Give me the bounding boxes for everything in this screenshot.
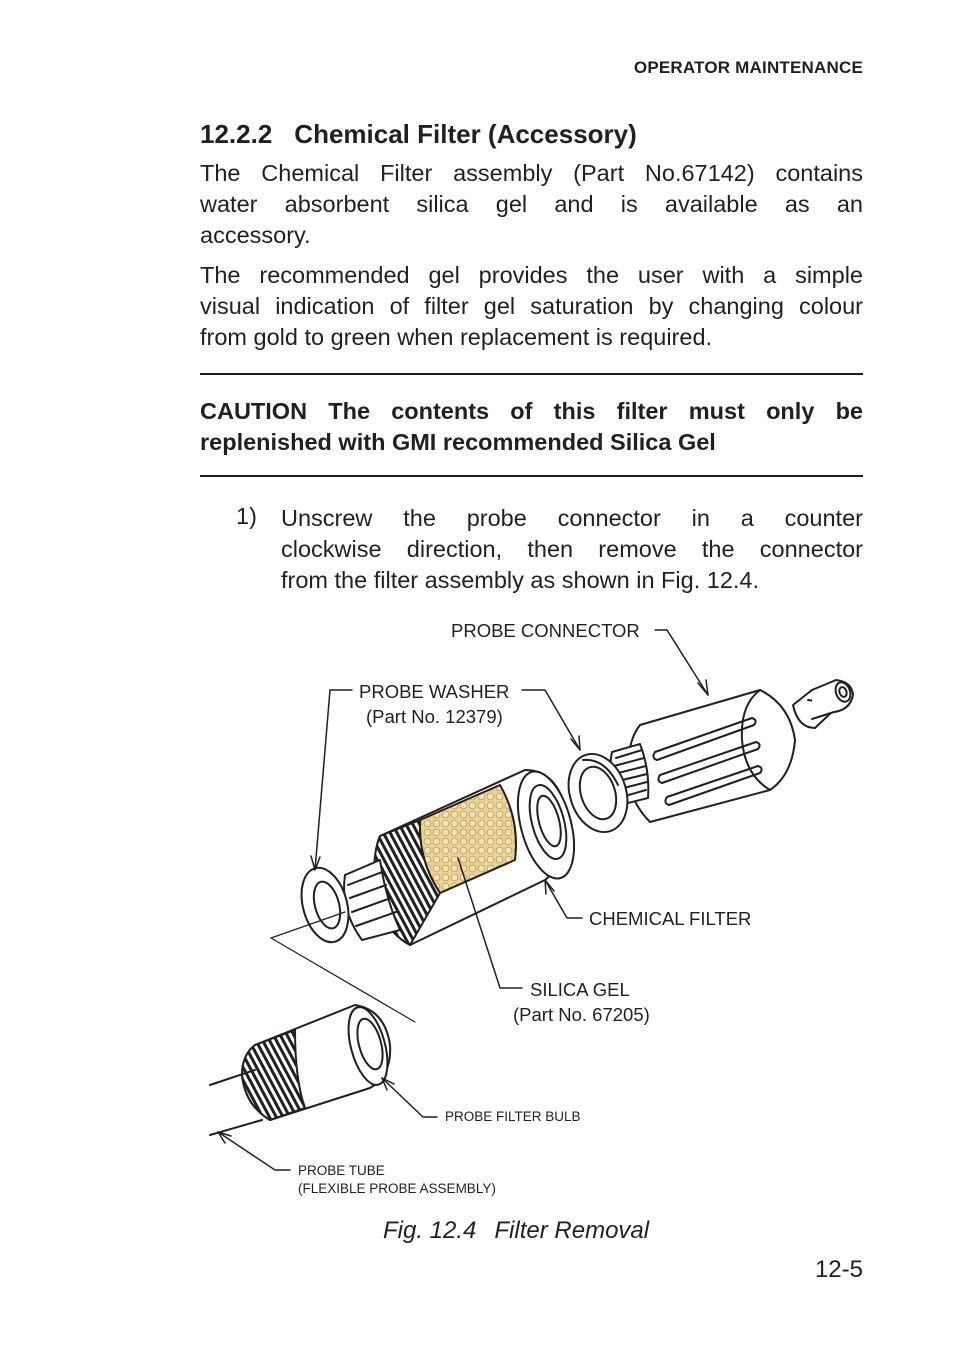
label-probe-washer: PROBE WASHER [359, 681, 510, 702]
caution-line: replenished with GMI recommended Silica Gel [200, 429, 716, 455]
probe-filter-bulb-part [210, 1003, 395, 1135]
label-chemical-filter: CHEMICAL FILTER [589, 908, 752, 929]
page-number: 12-5 [814, 1256, 863, 1283]
label-probe-tube: PROBE TUBE [298, 1163, 385, 1178]
section-number: 12.2.2 [200, 119, 273, 149]
paragraph-line: accessory. [200, 222, 311, 248]
label-silica-gel: SILICA GEL [530, 979, 630, 1000]
probe-connector-part [610, 680, 853, 822]
label-probe-filter-bulb: PROBE FILTER BULB [445, 1109, 581, 1124]
step-line: clockwise direction, then remove the connector [281, 536, 863, 562]
label-probe-connector: PROBE CONNECTOR [451, 620, 640, 641]
chemical-filter-part [344, 765, 584, 945]
label-probe-washer-part: (Part No. 12379) [366, 706, 503, 727]
step-number: 1) [236, 503, 257, 529]
paragraph-line: The Chemical Filter assembly (Part No.67142) contains [200, 160, 863, 186]
step-line: Unscrew the probe connector in a counter [281, 505, 863, 531]
paragraph-line: The recommended gel provides the user with a simple [200, 262, 863, 288]
section-title: Chemical Filter (Accessory) [294, 119, 637, 149]
label-probe-tube-sub: (FLEXIBLE PROBE ASSEMBLY) [298, 1181, 496, 1196]
paragraph-line: water absorbent silica gel and is available as an [200, 191, 863, 217]
paragraph-line: visual indication of filter gel saturation by changing colour [200, 293, 863, 319]
figure-caption [383, 1217, 649, 1245]
caution-line: CAUTION The contents of this filter must only be [200, 398, 863, 424]
figure-title: Filter Removal [494, 1217, 650, 1244]
paragraph-line: from gold to green when replacement is required. [200, 324, 713, 350]
figure-number: Fig. 12.4 [383, 1217, 477, 1244]
label-silica-gel-part: (Part No. 67205) [513, 1004, 650, 1025]
step-line: from the filter assembly as shown in Fig. 12.4. [281, 567, 760, 593]
running-header: OPERATOR MAINTENANCE [633, 58, 863, 77]
